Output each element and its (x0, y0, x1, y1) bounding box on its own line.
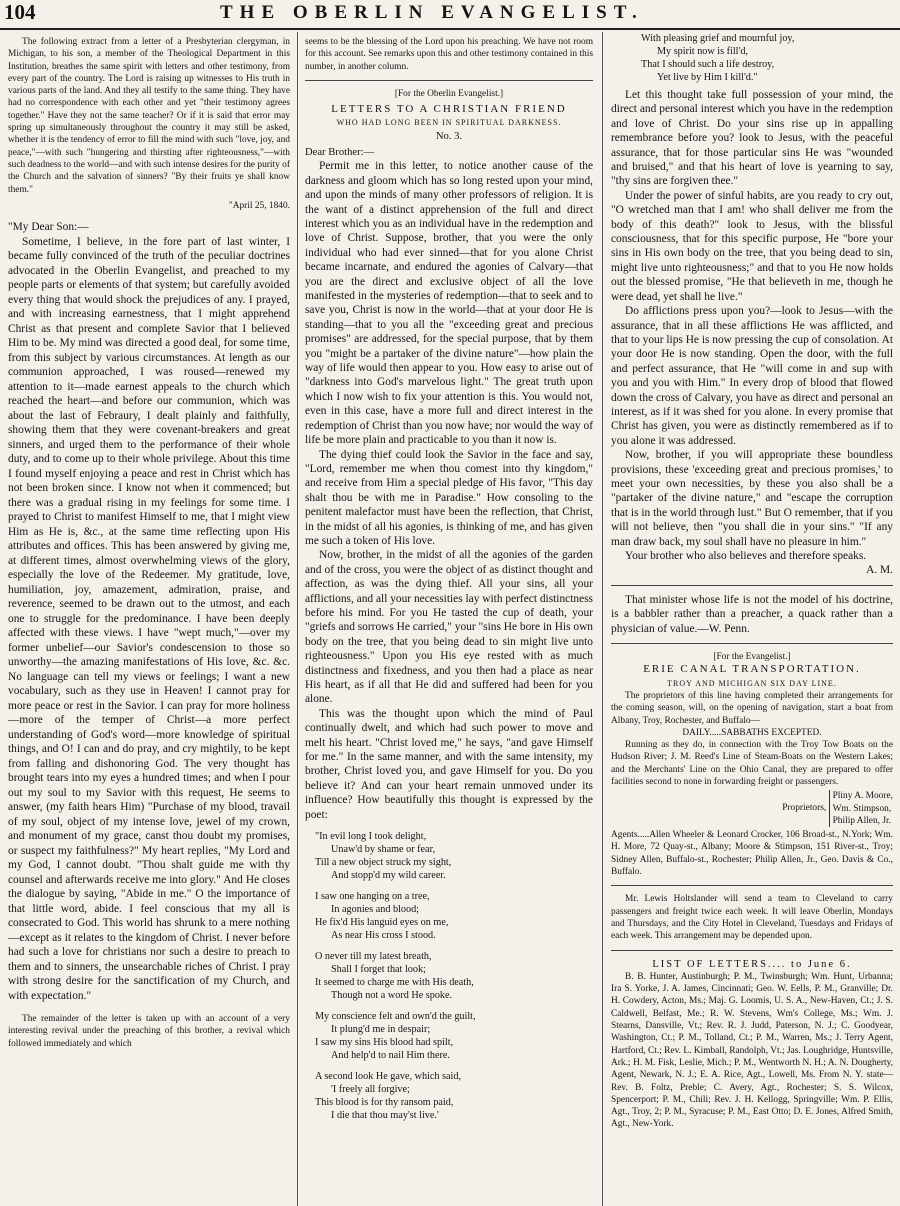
ad-days: DAILY.....SABBATHS EXCEPTED. (682, 727, 822, 738)
poem-line: As near His cross I stood. (331, 930, 436, 942)
article-signature: A. M. (866, 564, 893, 577)
article-salutation: Dear Brother:— (305, 147, 375, 159)
ad-agents: Agents.....Allen Wheeler & Leonard Crocker, 106 Broad-st., N.York; Wm. H. More, 72 Quay-st., Albany; Moore & Stimpson, 151 River-st., Troy; Sidney Allen, Buffalo-st., Rochester; Philip Allen, Jr., Geo. Davis & Co., Buffalo. (611, 830, 893, 878)
column-3 (611, 32, 893, 1131)
letters-list-body: B. B. Hunter, Austinburgh; P. M., Twinsburgh; Wm. Hunt, Urbanna; Ira S. Yorke, J. A. James, Cincinnati; Geo. W. Eells, P. M., Granville; Dr. H. Cowdery, Acton, Ms.; Maj. G. Loomis, U. S. A., New-Haven, Ct.; J. S. Caldwell, Belfast, Me.; R. W. Stevens, Wm's College, Ms.; Wm. J. Stearns, Dansville, Vt.; Rev. R. J. Judd, Paterson, N. J.; C. Goodyear, Washington, Ct.; P. M., Tolland, Ct.; P. M., Warren, Ms.; J. Terry Agent, Hartford, Ct.; Rev. L. Kimball, Randolph, Vt.; Jas. Loughridge, Huntsville, Ark.; H. M. Fisk, Leslie, Mich.; P. M., Wentworth N. H.; A. N. Dougherty, Agent, Newark, N. J.; E. A. Rice, Agt., Lowell, Ms. From N. Y. state—Rev. B. Foltz, Preble; C. Avery, Agt., Rochester; S. S. Wilcox, Spencerport; P. M., Chili; Rev. J. H. Kellogg, Springville; Wm. P. Ellis, Agt., Troy, 2; P. M., Syracuse; P. M., East Otto; D. E. Jones, Alfred Smith, Agt., New-York. (611, 971, 893, 1130)
article-paragraph: This was the thought upon which the mind of Paul continually dwelt, and which had such power to move and melt his heart. "Christ loved me," he says, "and gave Himself for me." In the same manner, and with the same intensity, my brother, Christ loved you, and gave Himself for you. Do you believe it? And can your heart remain unmoved under its influence? How beautifully this thought is expressed by the poet: (305, 707, 593, 821)
poem-line: Unaw'd by shame or fear, (331, 844, 436, 856)
article-paragraph: Now, brother, in the midst of all the agonies of the garden and of the cross, you were the object of as distinct thought and affection, as was the dying thief. All your sins, all your afflictions, and all your necessities lay with perfect distinctness before his mind. For you He tasted the cup of death, your "griefs and sorrows He carried," your "sins He bore in His own body on the tree, that you being dead to sin might live unto righteousness." Upon you His eye rested with as much distinctness and fixedness, and you then had a place as near His heart, as if all that He did and suffered had been for you alone. (305, 549, 593, 706)
article-title: LETTERS TO A CHRISTIAN FRIEND (331, 103, 567, 116)
article-number: No. 3. (435, 130, 463, 142)
letters-list-title: LIST OF LETTERS.... to June 6. (652, 958, 852, 970)
article-subtitle: WHO HAD LONG BEEN IN SPIRITUAL DARKNESS. (336, 118, 562, 128)
penn-quote: That minister whose life is not the model of his doctrine, is a babbler rather than a preacher, a quack rather than a physician of value.—W. Penn. (611, 593, 893, 635)
proprietors-block (611, 790, 893, 827)
section-rule (611, 885, 893, 886)
poem-line: 'I freely all forgive; (331, 1084, 410, 1096)
ad-credit: [For the Evangelist.] (713, 652, 791, 663)
masthead-title: THE OBERLIN EVANGELIST. (220, 2, 644, 23)
ad-subtitle: TROY AND MICHIGAN SIX DAY LINE. (667, 678, 837, 688)
poem-line: "In evil long I took delight, (315, 831, 427, 843)
poem-stanza (315, 1010, 593, 1062)
article-credit: [For the Oberlin Evangelist.] (394, 88, 504, 99)
column-divider (297, 32, 298, 1206)
proprietor-name: Wm. Stimpson, (832, 803, 892, 814)
continuation-text: seems to be the blessing of the Lord upon his preaching. We have not room for this account. See remarks upon this and other testimony contained in this number, in another column. (305, 37, 593, 72)
poem-line: I saw one hanging on a tree, (315, 891, 430, 903)
article-paragraph: Your brother who also believes and therefore speaks. (625, 550, 867, 562)
article-paragraph: Permit me in this letter, to notice another cause of the darkness and gloom which has so long rested upon your mind, and upon the minds of many other professors of religion. It is the want of a distinct apprehension of the full and direct interest which you as an individual have in the redemption and love of Christ. Suppose, brother, that you were the only individual who had ever sinned—that for you alone Christ became incarnate, and endured the agonies of Calvary—that you are the direct and exclusive object of all the love manifested in the mysteries of redemption—that to seek and to save you, Christ is now in the world—that at your door He is standing—that to you all the "exceeding great and precious promises" are addressed, for the special purpose, that by them you "might be a partaker of the divine nature"—how plain the way of life would then appear to you. How easy to arise out of "darkness into God's marvelous light." The great truth upon which I now wish to fix your attention is this. You would not, even in this case, have a more full and direct interest in the redemption of Christ than you now have; nor would the way of life be more plain and practicable to you than it now is. (305, 160, 593, 447)
poem-line: I die that thou may'st live.' (331, 1110, 439, 1122)
poem-line: With pleasing grief and mournful joy, (641, 33, 795, 44)
column-divider (602, 32, 603, 1206)
poem-line: Though not a word He spoke. (331, 990, 453, 1002)
poem-stanza (315, 890, 593, 942)
section-rule (305, 80, 593, 81)
proprietor-name: Philip Allen, Jr. (832, 815, 891, 826)
poem-line: O never till my latest breath, (315, 951, 432, 963)
team-notice: Mr. Lewis Holtslander will send a team to Cleveland to carry passengers and freight twice each week. It will leave Oberlin, Mondays and Thursdays, and the City Hotel in Cleveland, Tuesdays and Fridays of each week. This arrangement may be depended upon. (611, 894, 893, 942)
page-header (0, 0, 900, 30)
article-paragraph: Now, brother, if you will appropriate these boundless provisions, these 'exceeding great and precious promises,' to meet your own necessities, by these you also shall be a "partaker of the divine nature," and "escape the corruption that is in the world through lust." But O remember, that if you will not believe, then "you shall die in your sins." "If any man draw back, my soul shall have no pleasure in him." (611, 449, 893, 548)
proprietors-list (829, 790, 893, 827)
ad-title: ERIE CANAL TRANSPORTATION. (643, 663, 861, 676)
poem-line: Shall I forget that look; (331, 964, 426, 976)
poem-stanza (315, 830, 593, 882)
poem-line: It seemed to charge me with His death, (315, 977, 474, 989)
proprietor-name: Pliny A. Moore, (832, 791, 893, 802)
poem (305, 830, 593, 1122)
poem-line: My conscience felt and own'd the guilt, (315, 1011, 476, 1023)
poem-line: A second look He gave, which said, (315, 1071, 461, 1083)
remainder-note: The remainder of the letter is taken up with an account of a very interesting revival under the preaching of this brother, a revival which followed immediately and which (8, 1014, 290, 1049)
section-rule (611, 643, 893, 644)
poem-line: In agonies and blood; (331, 904, 419, 916)
poem-line: And stopp'd my wild career. (331, 870, 446, 882)
poem-stanza (315, 950, 593, 1002)
poem-line: I saw my sins His blood had spilt, (315, 1037, 454, 1049)
article-paragraph: Let this thought take full possession of your mind, the direct and personal interest which you have in the redemption and love of Christ. Do your sins rise up in appalling remembrance before you? look to Jesus, with the peaceful assurance, that for those particular sins He was "wounded and bruised," and that his heart of love is yearning to say, "thy sins are forgiven thee." (611, 89, 893, 188)
letter-salutation: "My Dear Son:— (8, 221, 89, 234)
poem-line: My spirit now is fill'd, (657, 46, 748, 57)
poem-end (611, 32, 893, 84)
letter-date: "April 25, 1840. (228, 200, 290, 211)
letter-body: Sometime, I believe, in the fore part of last winter, I became fully convinced of the truth of the peculiar doctrines advocated in the Oberlin Evangelist, and preached to my people parts or elements of that system; but carefully avoided every thing that would shock the prejudices of any. I prayed, and with increasing earnestness, that I might apprehend Christ as that present and complete Savior that I believed Him to be. My mind was directed a good deal, for some time, from this subject by various circumstances. At length as our communion approached, I was roused—renewed my attention to it—made earnest appeals to the church which reached the heart—and before our communion, which was about the last of Febraury, I dealt plainly and faithfully, showing them that they were covenant-breakers and great sinners, and urged them to the performance of their whole duty, and to come up to their whole privilege. About this time I found myself enjoying a peace and rest in Christ which has not been broken since. I know not when it commenced; but there was a gradual rising in my feelings for some time. I prayed to Christ to manifest Himself to me, that I might view Him as He is, &c., at the same time reflecting upon His attributes and offices. This has been answered by giving me, at different times, almost overwhelming views of the glory, especially the love of the Redeemer. My gratitude, love, humiliation, joy, amazement, admiration, praise, and reverence, seemed to be drawn out to the utmost, and each one to struggle for the predominance. I have been deeply affected with these views. I have "wept much,"—over my former unbelief—our Savior's condescension to those so unworthy—the amazing manifestations of His love, &c. &c. No language can tell my views or feelings; I want a new vocabulary, such as they use in Heaven! I cannot pray for more peace or rest in the Savior. I can pray for more holiness—more of the temper of Christ—a more perfect understanding of God's word—more knowledge of spiritual things, and O! I can and do pray, and cry mightily, to be kept from falling and dishonoring God. The very thought has brought tears into my eyes a hundred times; and when I pour out my soul to my Savior with this request, He seems to answer, (my faith hears Him) "Purchase of my blood, travail of my soul, object of my intense love, jewel of my crown, and monument of my grace, canst thou doubt my promises, or suspect my faithfulness?" My heart replies, "My Lord and my God, I cannot doubt. "Thou shalt guide me with thy counsel and afterwards receive me into glory." And He closes the dialogue by saying, "Abide in me." O the importance of that little word, abide. I feel conscious that my all is consecrated to God. This world has shrunk to a mere nothing—except as it relates to the kingdom of Christ. I never before had such a love for christians nor such a desire to preach to them and to sinners, the unsearchable riches of Christ. I pray with strong desire for the sanctification of my Church, and with expectation." (8, 235, 290, 1002)
poem-line: This blood is for thy ransom paid, (315, 1097, 454, 1109)
ad-body-2: Running as they do, in connection with the Troy Tow Boats on the Hudson River; J. M. Reed's Line of Steam-Boats on the Western Lakes; and the Merchants' Line on the Ohio Canal, they are prepared to offer facilities second to none in forwarding freight or passengers. (611, 740, 893, 787)
poem-stanza (315, 1070, 593, 1122)
poem-line: He fix'd His languid eyes on me, (315, 917, 449, 929)
article-paragraph: The dying thief could look the Savior in the face and say, "Lord, remember me when thou comest into thy kingdom," and receive from Him a special pledge of His favor, "This day shalt thou be with me in Paradise." How consoling to the penitent malefactor must have been the reflection, that Christ, in the midst of all his agonies, is thinking of me, and has given me such a token of His love. (305, 448, 593, 547)
section-rule (611, 950, 893, 951)
article-paragraph: Do afflictions press upon you?—look to Jesus—with the assurance, that in all these afflictions He was afflicted, and that to your lips He is now pressing the cup of consolation. At your door He is now standing. Open the door, with the full and perfect assurance, that He "will come in and sup with you and you with Him." In every drop of blood that flowed down the cross of Calvary, you have as direct and personal an interest, as if it was shed for you alone. In every promise that Christ has given, you were as distinctly remembered as if to you alone it was addressed. (611, 305, 893, 447)
intro-paragraph: The following extract from a letter of a Presbyterian clergyman, in Michigan, to his son, a member of the Theological Department in this Institution, breathes the same spirit with letters and other testimony, from every part of the country. The Lord is raising up witnesses to His truth in various parts of the land. And they all testify to the same thing. They have had no correspondence with each other and yet "their testimony agrees together." Have they not the same teacher? Or if it is said that error may spring up simultaneously throughout the country it may still be asked, whether it is the tendency of error to fill the mind with such "love, joy, and peace,"—with such "hungering and thirsting after righteousness,"—with such deadness to the world—and with such intense desires for the purity of the Church and the salvation of sinners? "By their fruits ye shall know them." (8, 37, 290, 195)
proprietors-label: Proprietors, (782, 803, 827, 814)
poem-line: Till a new object struck my sight, (315, 857, 452, 869)
page-number: 104 (4, 0, 36, 24)
section-rule (611, 585, 893, 586)
poem-line: Yet live by Him I kill'd." (657, 72, 758, 83)
column-1 (8, 36, 290, 1050)
article-paragraph: Under the power of sinful habits, are you ready to cry out, "O wretched man that I am! who shall deliver me from the body of this death?" look to Jesus, with the blissful consciousness, that for this specific purpose, He "bore your sins in His own body on the tree, that you being dead to sin, might live unto righteousness;" and that to you He now holds out the blessed promise, "He that believeth in me, though he were dead, yet shall he live." (611, 189, 893, 303)
poem-line: It plung'd me in despair; (331, 1024, 431, 1036)
poem-line: And help'd to nail Him there. (331, 1050, 450, 1062)
ad-body: The proprietors of this line having completed their arrangements for the coming season, will, on the opening of navigation, start a boat from Albany, Troy, Rochester, and Buffalo— (611, 690, 893, 726)
column-2 (305, 36, 593, 1130)
poem-line: That I should such a life destroy, (641, 59, 775, 70)
